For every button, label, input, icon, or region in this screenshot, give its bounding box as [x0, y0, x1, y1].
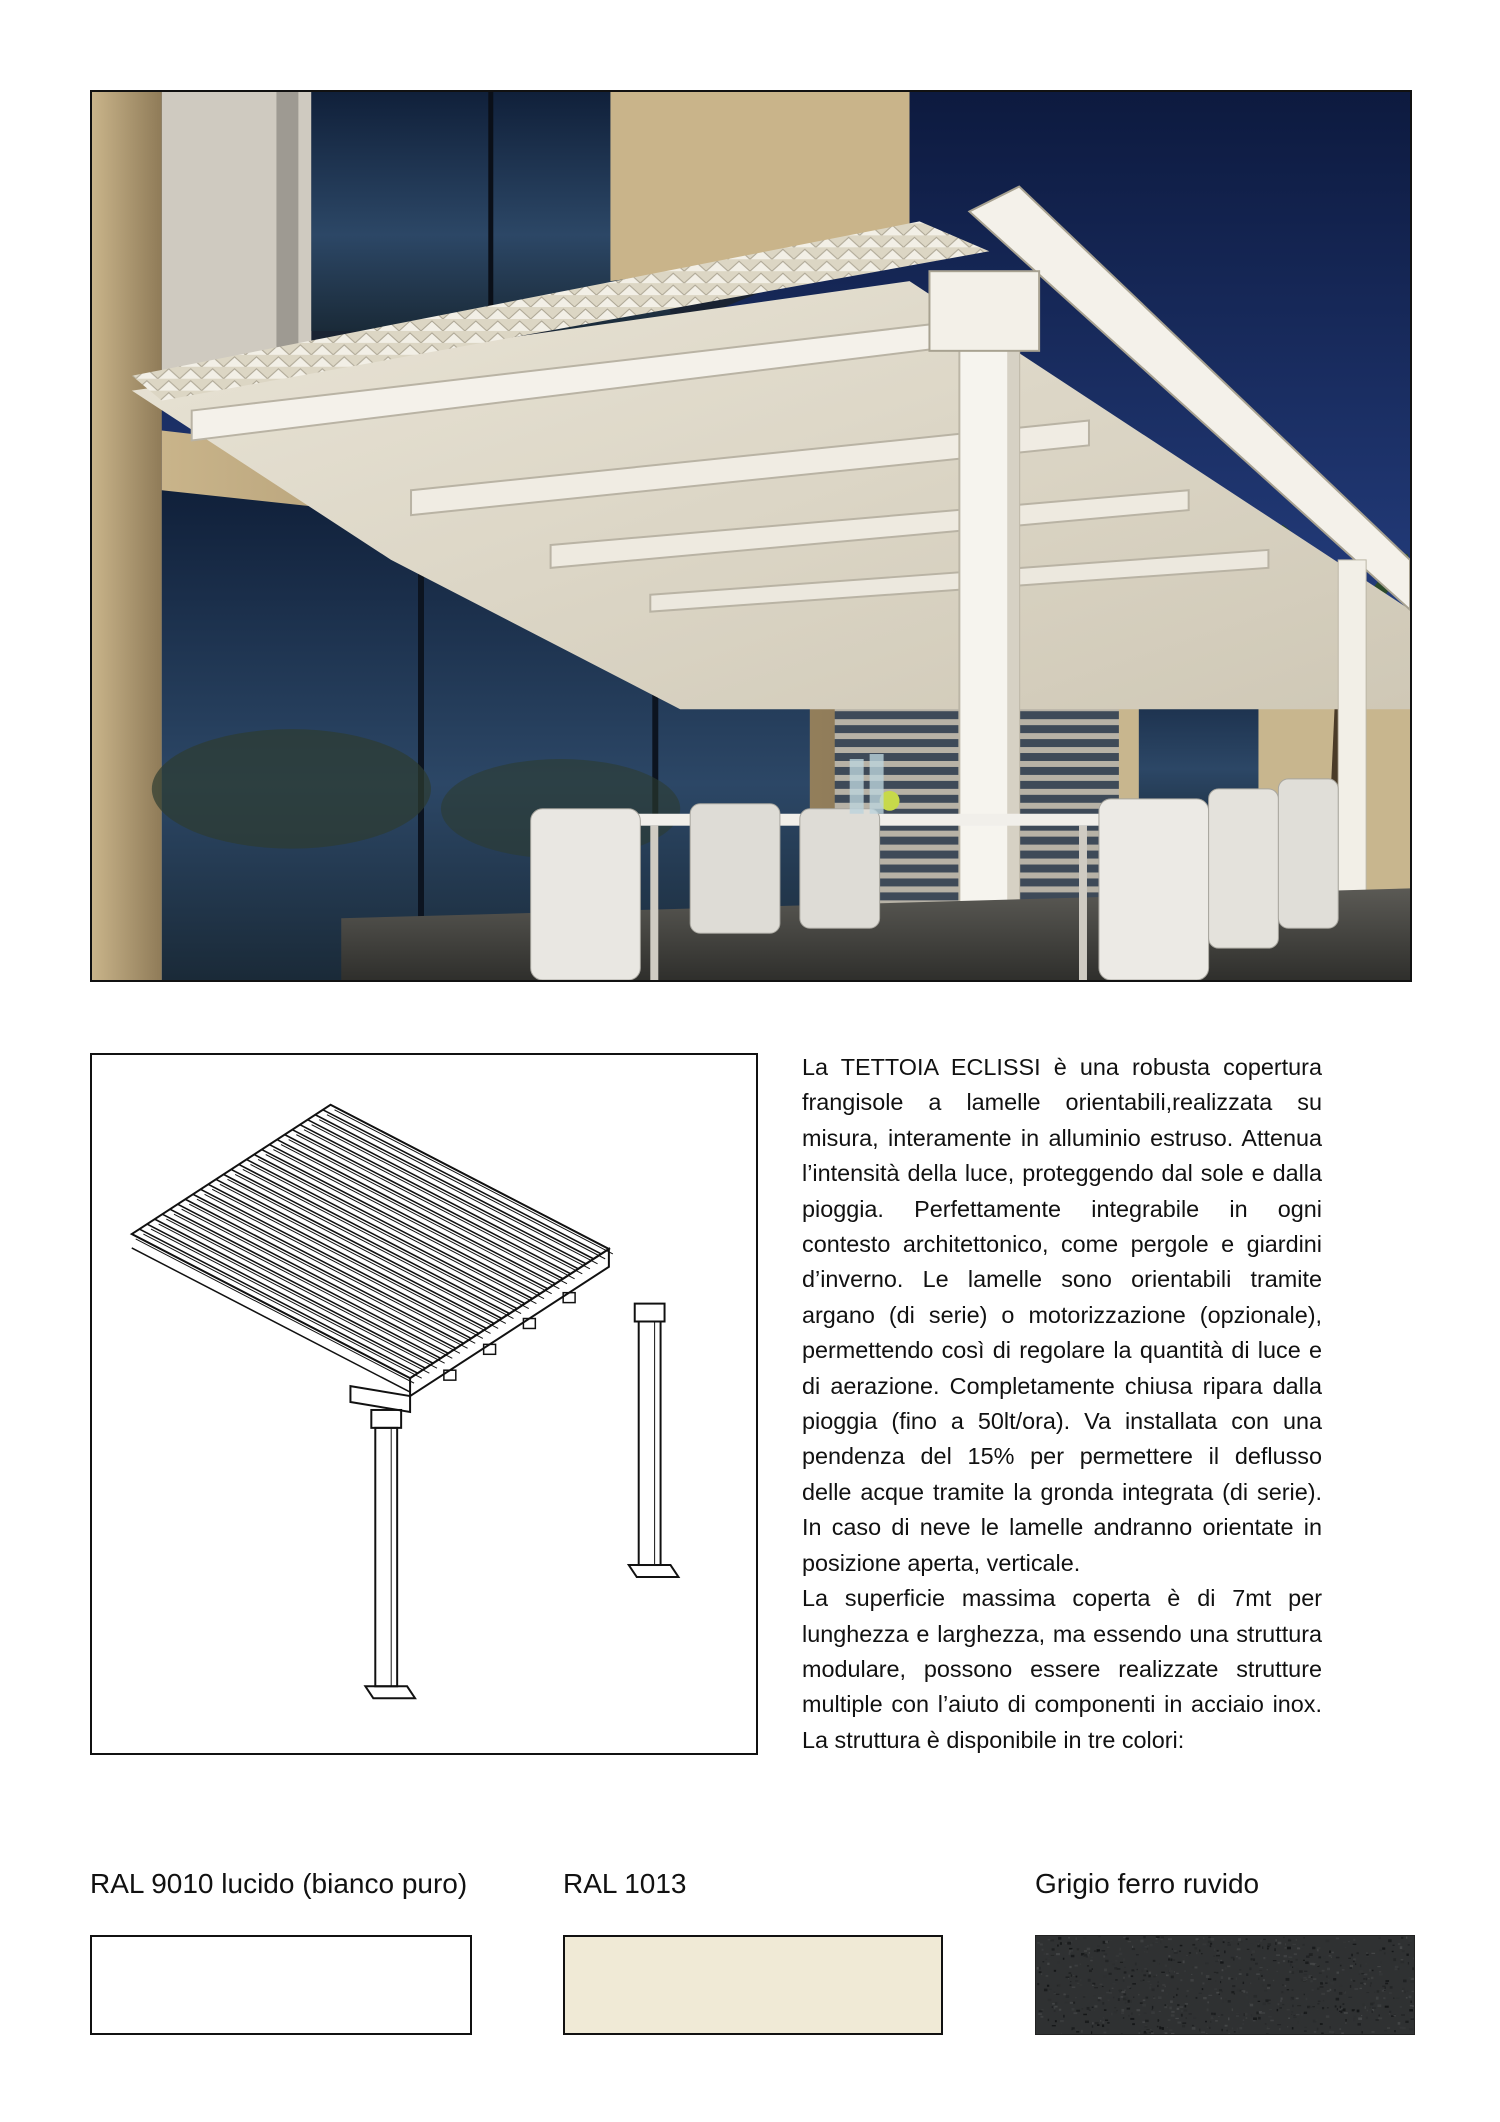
- description-paragraph-1: La TETTOIA ECLISSI è una robusta copertura frangisole a lamelle orientabili,realizzata su misura, interamente in alluminio estruso. Attenua l’intensità della luce, proteggendo dal sole e dalla pioggia. Perfettamente integrabile in ogni contesto architettonico, come pergole e giardini d’inverno. Le lamelle sono orientabili tramite argano (di serie) o motorizzazione (opzionale), permettendo così di regolare la quantità di luce e di aerazione. Completamente chiusa ripara dalla pioggia (fino a 50lt/ora). Va installata con una pendenza del 15% per permettere il deflusso delle acque tramite la gronda integrata (di serie). In caso di neve le lamelle andranno orientate in posizione aperta, verticale.: [802, 1054, 1322, 1576]
- description-paragraph-2: La superficie massima coperta è di 7mt per lunghezza e larghezza, ma essendo una struttura modulare, possono essere realizzate strutture multiple con l’aiuto di componenti in acciaio inox. La struttura è disponibile in tre colori:: [802, 1585, 1322, 1753]
- hero-photo: [90, 90, 1412, 982]
- rough-texture: [1036, 1936, 1414, 2034]
- color-swatch-grigio-ferro: [1035, 1935, 1415, 2035]
- pergola-render-illustration: [92, 92, 1410, 980]
- color-label-ral-1013: RAL 1013: [563, 1868, 687, 1899]
- technical-drawing: [90, 1053, 758, 1755]
- color-label-ral-9010: RAL 9010 lucido (bianco puro): [90, 1868, 468, 1899]
- product-description: [802, 1050, 1322, 1758]
- color-label-grigio-ferro: Grigio ferro ruvido: [1035, 1868, 1260, 1899]
- color-swatch-ral-9010: [90, 1935, 472, 2035]
- color-swatch-ral-1013: [563, 1935, 943, 2035]
- pergola-line-drawing: [92, 1055, 756, 1753]
